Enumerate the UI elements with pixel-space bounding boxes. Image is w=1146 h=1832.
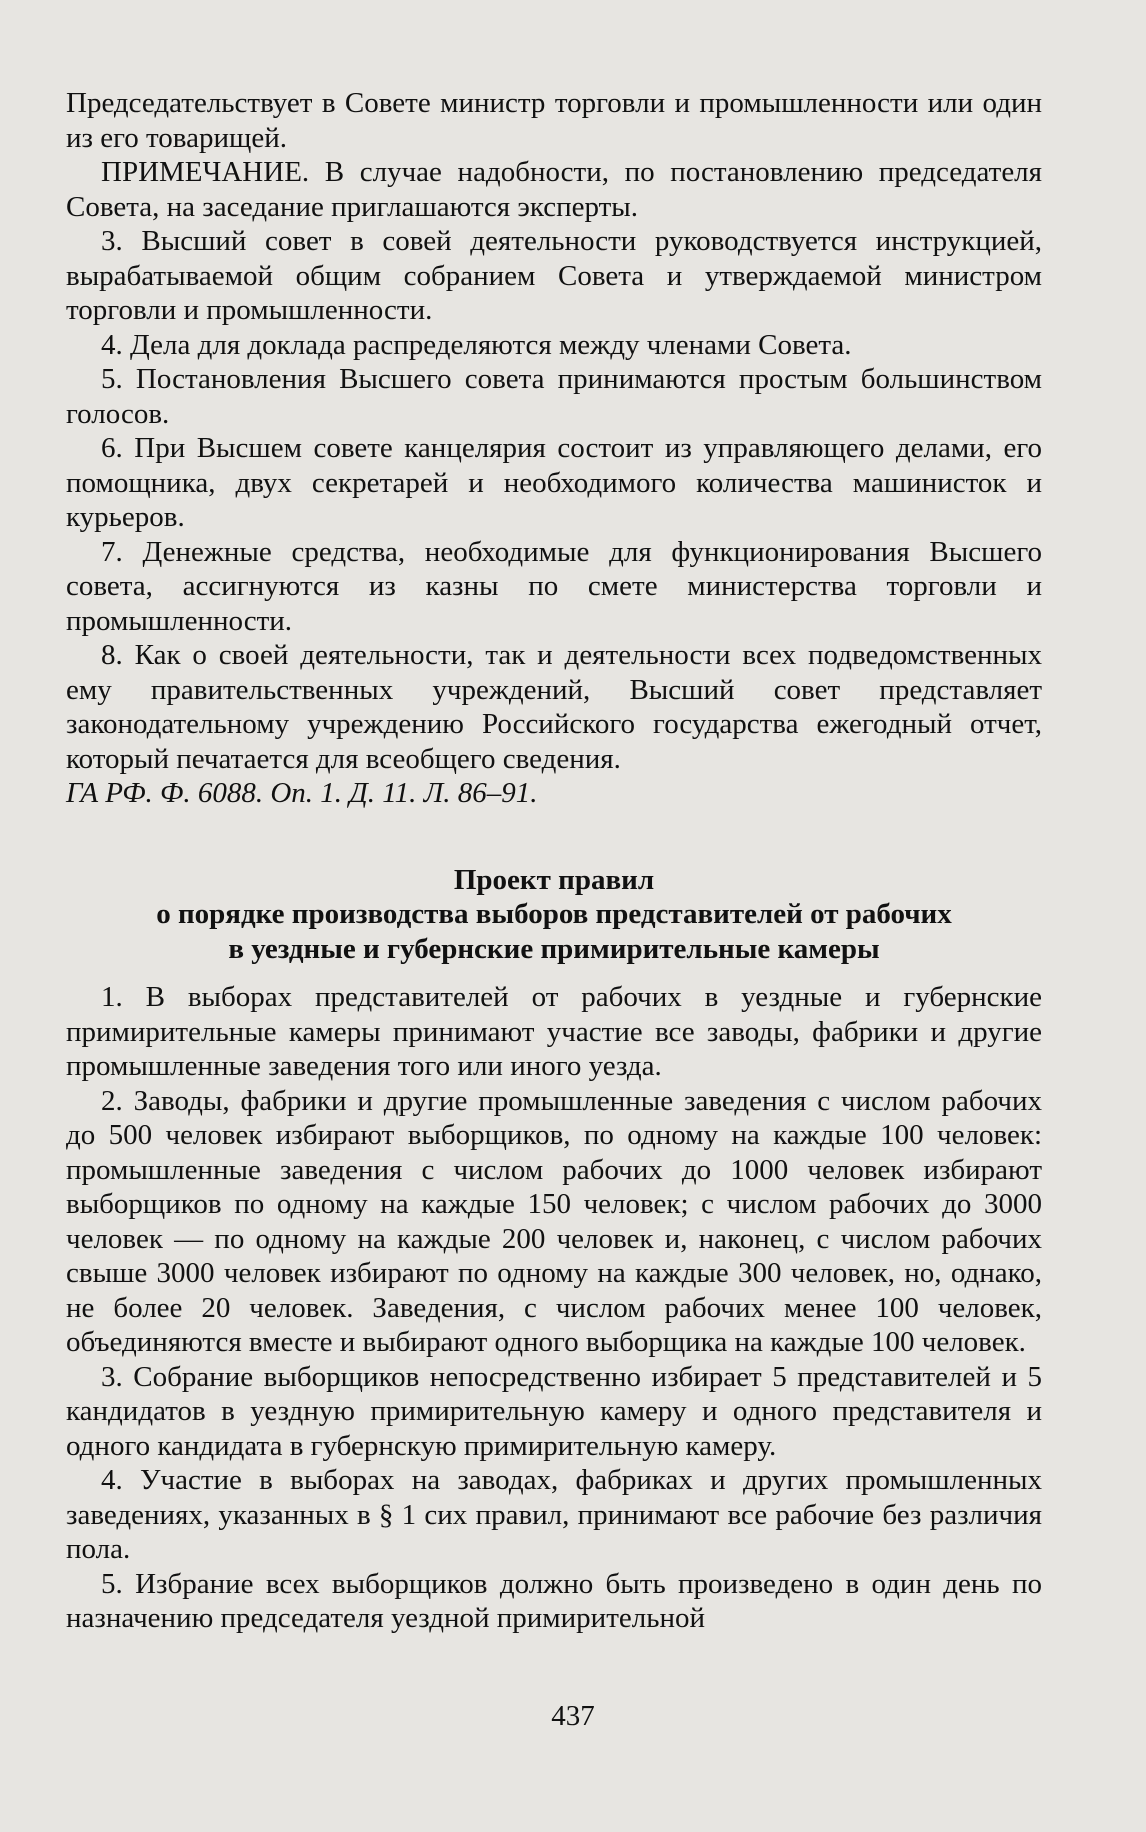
rule-1: 1. В выборах представителей от рабочих в уездные и губернские примирительные камеры принимают участие все заводы, фабрики и другие промышленные заведения того или иного уезда.	[66, 981, 1042, 1082]
archive-reference: ГА РФ. Ф. 6088. Оп. 1. Д. 11. Л. 86–91.	[66, 777, 538, 809]
rule-2: 2. Заводы, фабрики и другие промышленные заведения с числом рабочих до 500 человек избирают выборщиков, по одному на каждые 100 человек: промышленные заведения с числом рабочих до 1000 человек избирают выборщиков по одному на каждые 150 человек; с числом рабочих до 3000 человек — по одному на каждые 200 человек и, наконец, с числом рабочих свыше 3000 человек избирают по одному на каждые 300 человек, но, однако, не более 20 человек. Заведения, с числом рабочих менее 100 человек, объединяются вместе и выбирают одного выборщика на каждые 100 человек.	[66, 1084, 1042, 1358]
title-line-2: о порядке производства выборов представителей от рабочих	[156, 898, 952, 930]
paragraph-7: 7. Денежные средства, необходимые для функционирования Высшего совета, ассигнуются из казны по смете министерства торговли и промышленности.	[66, 535, 1042, 637]
title-line-3: в уездные и губернские примирительные камеры	[228, 932, 880, 965]
paragraph-note: ПРИМЕЧАНИЕ. В случае надобности, по постановлению председателя Совета, на заседание приглашаются эксперты.	[66, 156, 1042, 223]
paragraph-chair: Председательствует в Совете министр торговли и промышленности или один из его товарищей.	[66, 87, 1042, 154]
paragraph-3: 3. Высший совет в совей деятельности руководствуется инструкцией, вырабатываемой общим собранием Совета и утверждаемой министром торговли и промышленности.	[66, 225, 1042, 326]
rule-3: 3. Собрание выборщиков непосредственно избирает 5 представителей и 5 кандидатов в уездную примирительную камеру и одного представителя и одного кандидата в губернскую примирительную камеру.	[66, 1360, 1042, 1462]
title-line-1: Проект правил	[453, 863, 655, 896]
continued-regulation	[66, 86, 1042, 811]
paragraph-5: 5. Постановления Высшего совета принимаются простым большинством голосов.	[66, 363, 1042, 430]
rule-5: 5. Избрание всех выборщиков должно быть произведено в один день по назначению председателя уездной примирительной	[66, 1567, 1042, 1634]
paragraph-6: 6. При Высшем совете канцелярия состоит из управляющего делами, его помощника, двух секретарей и необходимого количества машинисток и курьеров.	[66, 432, 1042, 533]
page-number: 437	[551, 1700, 595, 1732]
election-rules	[66, 980, 1042, 1636]
paragraph-4: 4. Дела для доклада распределяются между членами Совета.	[101, 328, 852, 361]
document-title	[66, 863, 1042, 967]
rule-4: 4. Участие в выборах на заводах, фабриках и других промышленных заведениях, указанных в § 1 сих правил, принимают все рабочие без различия пола.	[66, 1464, 1042, 1565]
text-column	[66, 86, 1042, 1636]
title-spacer	[66, 966, 1042, 980]
paragraph-8: 8. Как о своей деятельности, так и деятельности всех подведомственных ему правительственных учреждений, Высший совет представляет законодательному учреждению Российского государства ежегодный отчет, который печатается для всеобщего сведения.	[66, 639, 1042, 775]
